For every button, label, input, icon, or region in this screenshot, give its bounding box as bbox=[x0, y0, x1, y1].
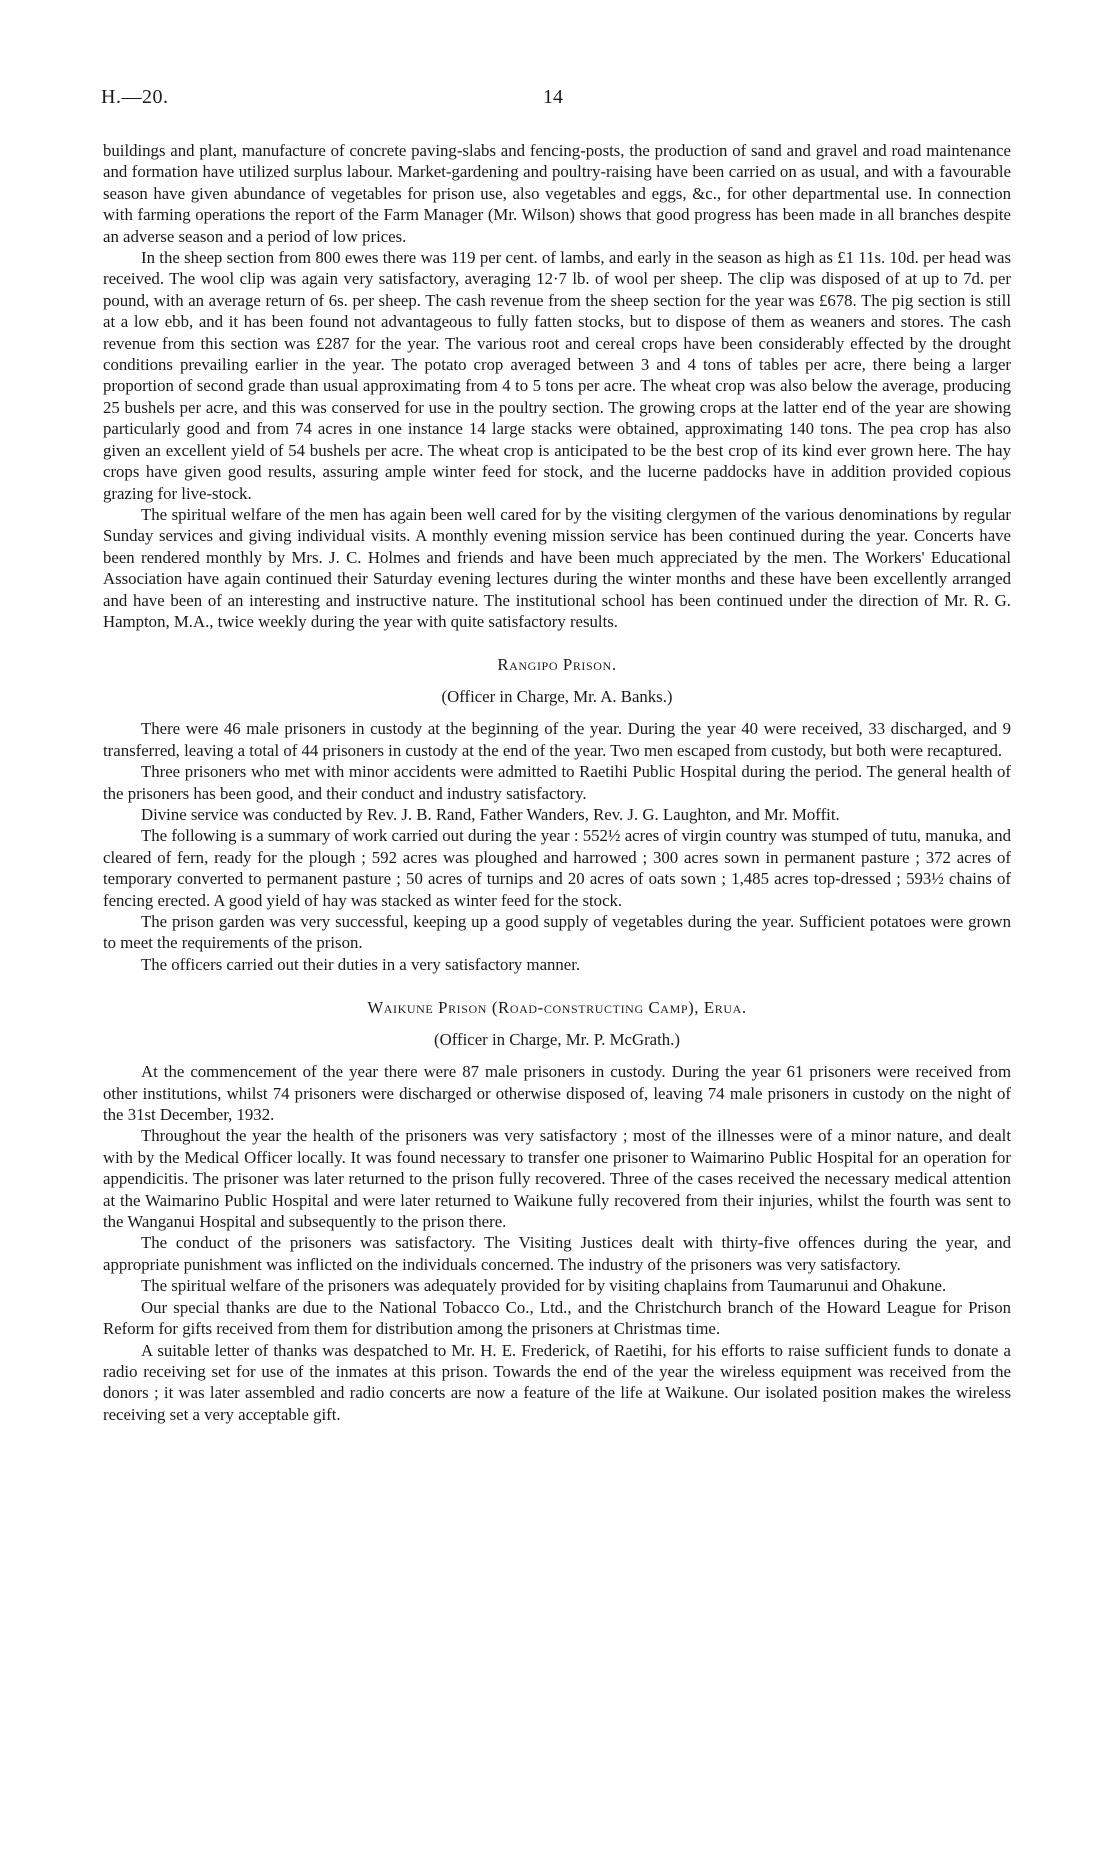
section-subheading: (Officer in Charge, Mr. P. McGrath.) bbox=[434, 1030, 680, 1050]
report-reference: H.—20. bbox=[101, 86, 169, 108]
paragraph: buildings and plant, manufacture of concrete paving-slabs and fencing-posts, the production of sand and gravel and road maintenance and formation have utilized surplus labour. Market-gardening and poultry-raising have been carried on as usual, and with a favourable season have given abundance of vegetables for prison use, also vegetables and eggs, &c., for other departmental use. In connection with farming operations the report of the Farm Manager (Mr. Wilson) shows that good progress has been made in all branches despite an adverse season and a period of low prices. bbox=[103, 141, 1011, 246]
rangipo-section bbox=[103, 654, 1011, 975]
paragraph: In the sheep section from 800 ewes there was 119 per cent. of lambs, and early in the season as high as £1 11s. 10d. per head was received. The wool clip was again very satisfactory, averaging 12·7 lb. of wool per sheep. The clip was disposed of at up to 7d. per pound, with an average return of 6s. per sheep. The cash revenue from the sheep section for the year was £678. The pig section is still at a low ebb, and it has been found not advantageous to fully fatten stocks, but to dispose of them as weaners and stores. The cash revenue from this section was £287 for the year. The various root and cereal crops have been considerably effected by the drought conditions prevailing earlier in the year. The potato crop averaged between 3 and 4 tons of tables per acre, there being a larger proportion of second grade than usual approximating from 4 to 5 tons per acre. The wheat crop was also below the average, producing 25 bushels per acre, and this was conserved for use in the poultry section. The growing crops at the latter end of the year are showing particularly good and from 74 acres in one instance 14 large stacks were obtained, approximating 140 tons. The pea crop has also given an excellent yield of 54 bushels per acre. The wheat crop is anticipated to be the best crop of its kind ever grown here. The hay crops have given good results, assuring ample winter feed for stock, and the lucerne paddocks have in addition provided copious grazing for live-stock. bbox=[103, 248, 1011, 503]
page-number: 14 bbox=[543, 86, 563, 108]
paragraph: Our special thanks are due to the National Tobacco Co., Ltd., and the Christchurch branch of the Howard League for Prison Reform for gifts received from them for distribution among the prisoners at Christmas time. bbox=[103, 1297, 1011, 1339]
paragraph: The spiritual welfare of the prisoners was adequately provided for by visiting chaplains from Taumarunui and Ohakune. bbox=[141, 1276, 947, 1296]
section-subheading: (Officer in Charge, Mr. A. Banks.) bbox=[441, 687, 673, 707]
paragraph: The following is a summary of work carried out during the year : 552½ acres of virgin country was stumped of tutu, manuka, and cleared of fern, ready for the plough ; 592 acres was ploughed and harrowed ; 300 acres sown in permanent pasture ; 372 acres of temporary converted to permanent pasture ; 50 acres of turnips and 20 acres of oats sown ; 1,485 acres top-dressed ; 593½ chains of fencing erected. A good yield of hay was stacked as winter feed for the stock. bbox=[103, 826, 1011, 910]
paragraph: A suitable letter of thanks was despatched to Mr. H. E. Frederick, of Raetihi, for his efforts to raise sufficient funds to donate a radio receiving set for use of the inmates at this prison. Towards the end of the year the wireless equipment was received from the donors ; it was later assembled and radio concerts are now a feature of the life at Waikune. Our isolated position makes the wireless receiving set a very acceptable gift. bbox=[103, 1340, 1011, 1424]
paragraph: The officers carried out their duties in a very satisfactory manner. bbox=[141, 954, 581, 974]
paragraph: At the commencement of the year there were 87 male prisoners in custody. During the year 61 prisoners were received from other institutions, whilst 74 prisoners were discharged or otherwise disposed of, leaving 74 male prisoners in custody on the night of the 31st December, 1932. bbox=[103, 1062, 1011, 1125]
paragraph: Throughout the year the health of the prisoners was very satisfactory ; most of the illnesses were of a minor nature, and dealt with by the Medical Officer locally. It was found necessary to transfer one prisoner to Waimarino Public Hospital for an operation for appendicitis. The prisoner was later returned to the prison fully recovered. Three of the cases received the necessary medical attention at the Waimarino Public Hospital and were later returned to Waikune fully recovered from their injuries, whilst the fourth was sent to the Wanganui Hospital and subsequently to the prison there. bbox=[103, 1126, 1011, 1232]
document-page bbox=[103, 86, 1011, 1425]
paragraph: The spiritual welfare of the men has again been well cared for by the visiting clergymen of the various denominations by regular Sunday services and giving individual visits. A monthly evening mission service has been continued during the year. Concerts have been rendered monthly by Mrs. J. C. Holmes and friends and have been much appreciated by the men. The Workers' Educational Association have again continued their Saturday evening lectures during the winter months and these have been excellently arranged and have been of an interesting and instructive nature. The institutional school has been continued under the direction of Mr. R. G. Hampton, M.A., twice weekly during the year with quite satisfactory results. bbox=[103, 504, 1011, 631]
page-header bbox=[103, 86, 1011, 116]
paragraph: Three prisoners who met with minor accidents were admitted to Raetihi Public Hospital during the period. The general health of the prisoners has been good, and their conduct and industry satisfactory. bbox=[103, 762, 1011, 803]
section-heading: Waikune Prison (Road-constructing Camp), Erua. bbox=[367, 998, 747, 1018]
section-heading: Rangipo Prison. bbox=[497, 655, 617, 675]
paragraph: The prison garden was very successful, keeping up a good supply of vegetables during the year. Sufficient potatoes were grown to meet the requirements of the prison. bbox=[103, 912, 1011, 953]
waikune-section bbox=[103, 997, 1011, 1425]
paragraph: The conduct of the prisoners was satisfactory. The Visiting Justices dealt with thirty-five offences during the year, and appropriate punishment was inflicted on the individuals concerned. The industry of the prisoners was very satisfactory. bbox=[103, 1233, 1011, 1274]
farm-section bbox=[103, 140, 1011, 632]
paragraph: Divine service was conducted by Rev. J. B. Rand, Father Wanders, Rev. J. G. Laughton, and Mr. Moffit. bbox=[141, 804, 840, 824]
paragraph: There were 46 male prisoners in custody at the beginning of the year. During the year 40 were received, 33 discharged, and 9 transferred, leaving a total of 44 prisoners in custody at the end of the year. Two men escaped from custody, but both were recaptured. bbox=[103, 719, 1011, 760]
